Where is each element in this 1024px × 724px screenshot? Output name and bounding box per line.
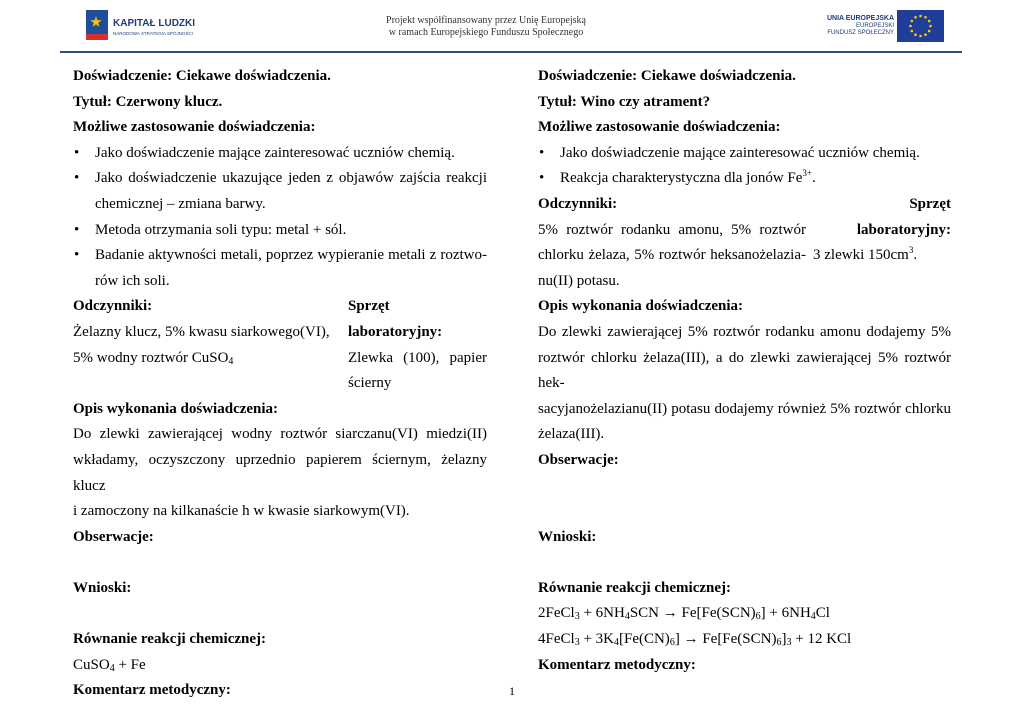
list-item: • Metoda otrzymania soli typu: metal + sól. xyxy=(73,218,487,244)
left-equation-heading: Równanie reakcji chemicznej: xyxy=(73,631,267,648)
bullet-icon: • xyxy=(74,144,80,161)
kapital-ludzki-subtitle: NARODOWA STRATEGIA SPÓJNOŚCI xyxy=(113,31,194,36)
right-experiment-label: Doświadczenie: Ciekawe doświadczenia. xyxy=(538,68,796,84)
right-procedure-line: roztwór chlorku żelaza(III), a do zlewki zawierającej 5% roztwór hek- xyxy=(538,349,951,392)
left-observations-heading: Obserwacje: xyxy=(73,528,154,545)
right-reagents-line: nu(II) potasu. xyxy=(538,272,620,289)
page-header xyxy=(0,0,1024,54)
left-title: Tytuł: Czerwony klucz. xyxy=(73,93,223,110)
bullet-icon: • xyxy=(74,221,80,238)
arrow-icon: → xyxy=(662,605,678,622)
right-column xyxy=(538,64,951,678)
list-item: • Reakcja charakterystyczna dla jonów $Fe^{3+}$. xyxy=(538,166,951,192)
right-reagents-heading: Odczynniki: xyxy=(538,195,618,212)
header-divider xyxy=(60,51,962,53)
list-item: • Jako doświadczenie ukazujące jeden z objawów zajścia reakcji chemicznej – zmiana barwy. xyxy=(73,166,487,217)
left-comment-heading: Komentarz metodyczny: xyxy=(73,682,231,699)
list-item: • Jako doświadczenie mające zainteresować uczniów chemią. xyxy=(73,141,487,167)
right-procedure-line: sacyjanożelazianu(II) potasu dodajemy również 5% roztwór chlorku xyxy=(538,400,951,417)
left-reagents-line: 5% wodny roztwór CuSO$_4$ xyxy=(73,349,234,367)
right-title: Tytuł: Wino czy atrament? xyxy=(538,93,711,110)
left-equipment-line: Zlewka (100), papier xyxy=(348,349,487,366)
right-conclusions-heading: Wnioski: xyxy=(538,528,597,545)
right-comment-heading: Komentarz metodyczny: xyxy=(538,656,696,673)
right-observations-heading: Obserwacje: xyxy=(538,451,619,468)
right-equipment-heading: Sprzęt laboratoryjny: xyxy=(856,195,951,238)
left-equipment-heading: Sprzęt laboratoryjny: xyxy=(348,298,443,340)
page-number: 1 xyxy=(509,684,515,698)
right-procedure-line: Do zlewki zawierającej 5% roztwór rodanku amonu dodajemy 5% xyxy=(538,323,951,340)
kapital-ludzki-logo xyxy=(86,10,196,42)
eu-fund-label: UNIA EUROPEJSKA EUROPEJSKI FUNDUSZ SPOŁECZNY xyxy=(826,15,894,36)
left-column xyxy=(73,64,487,704)
right-equation-heading: Równanie reakcji chemicznej: xyxy=(538,579,732,596)
arrow-icon: → xyxy=(683,631,699,648)
bullet-icon: • xyxy=(539,144,545,161)
right-reagents-equipment xyxy=(538,192,951,294)
bullet-icon: • xyxy=(539,170,545,187)
left-equipment-line: ścierny xyxy=(348,375,392,392)
list-item: • Badanie aktywności metali, poprzez wypieranie metali z roztwo- rów ich soli. xyxy=(73,243,487,294)
right-procedure-line: żelaza(III). xyxy=(538,426,605,443)
bullet-icon: • xyxy=(74,170,80,187)
bullet-icon: • xyxy=(74,247,80,264)
right-equipment-line: 3 zlewki $150cm^3$. xyxy=(813,245,918,264)
left-procedure-line: Do zlewki zawierającej wodny roztwór siarczanu(VI) miedzi(II) xyxy=(73,426,487,443)
list-item: • Jako doświadczenie mające zainteresować uczniów chemią. xyxy=(538,141,951,167)
left-procedure-line: wkładamy, oczyszczony uprzednio papierem ściernym, żelazny klucz xyxy=(73,451,487,494)
project-funding-note: Projekt współfinansowany przez Unię Europejską w ramach Europejskiego Funduszu Społecznego xyxy=(386,15,586,38)
left-uses-heading: Możliwe zastosowanie doświadczenia: xyxy=(73,119,316,136)
right-reagents-line: chlorku żelaza, 5% roztwór heksanożelazia- xyxy=(538,247,806,264)
right-uses-heading: Możliwe zastosowanie doświadczenia: xyxy=(538,119,781,136)
right-procedure-heading: Opis wykonania doświadczenia: xyxy=(538,298,744,315)
left-conclusions-heading: Wnioski: xyxy=(73,579,132,596)
left-reagents-line: Żelazny klucz, 5% kwasu siarkowego(VI), xyxy=(73,323,330,340)
right-reagents-line: 5% roztwór rodanku amonu, 5% roztwór xyxy=(538,221,806,238)
left-procedure-line: i zamoczony na kilkanaście h w kwasie siarkowym(VI). xyxy=(73,503,410,520)
kapital-ludzki-title: KAPITAŁ LUDZKI xyxy=(113,18,196,29)
left-equation: CuSO$_4$ + Fe xyxy=(73,656,146,674)
left-procedure-heading: Opis wykonania doświadczenia: xyxy=(73,400,279,417)
right-equation-1: 2FeCl$_3$ + $6NH_4SCN \to Fe[Fe(SCN)_6] + 6NH_4Cl$ xyxy=(538,605,830,623)
left-reagents-heading: Odczynniki: xyxy=(73,298,153,315)
eu-flag-icon xyxy=(897,10,944,42)
right-equation-2: 4FeCl$_3$ + $3K_4[Fe(CN)_6] \to Fe[Fe(SCN)_6]_3 + 12$ KCl xyxy=(538,631,852,649)
left-experiment-label: Doświadczenie: Ciekawe doświadczenia. xyxy=(73,68,331,84)
kapital-ludzki-emblem-icon xyxy=(86,10,108,40)
left-reagents-equipment xyxy=(73,294,487,396)
